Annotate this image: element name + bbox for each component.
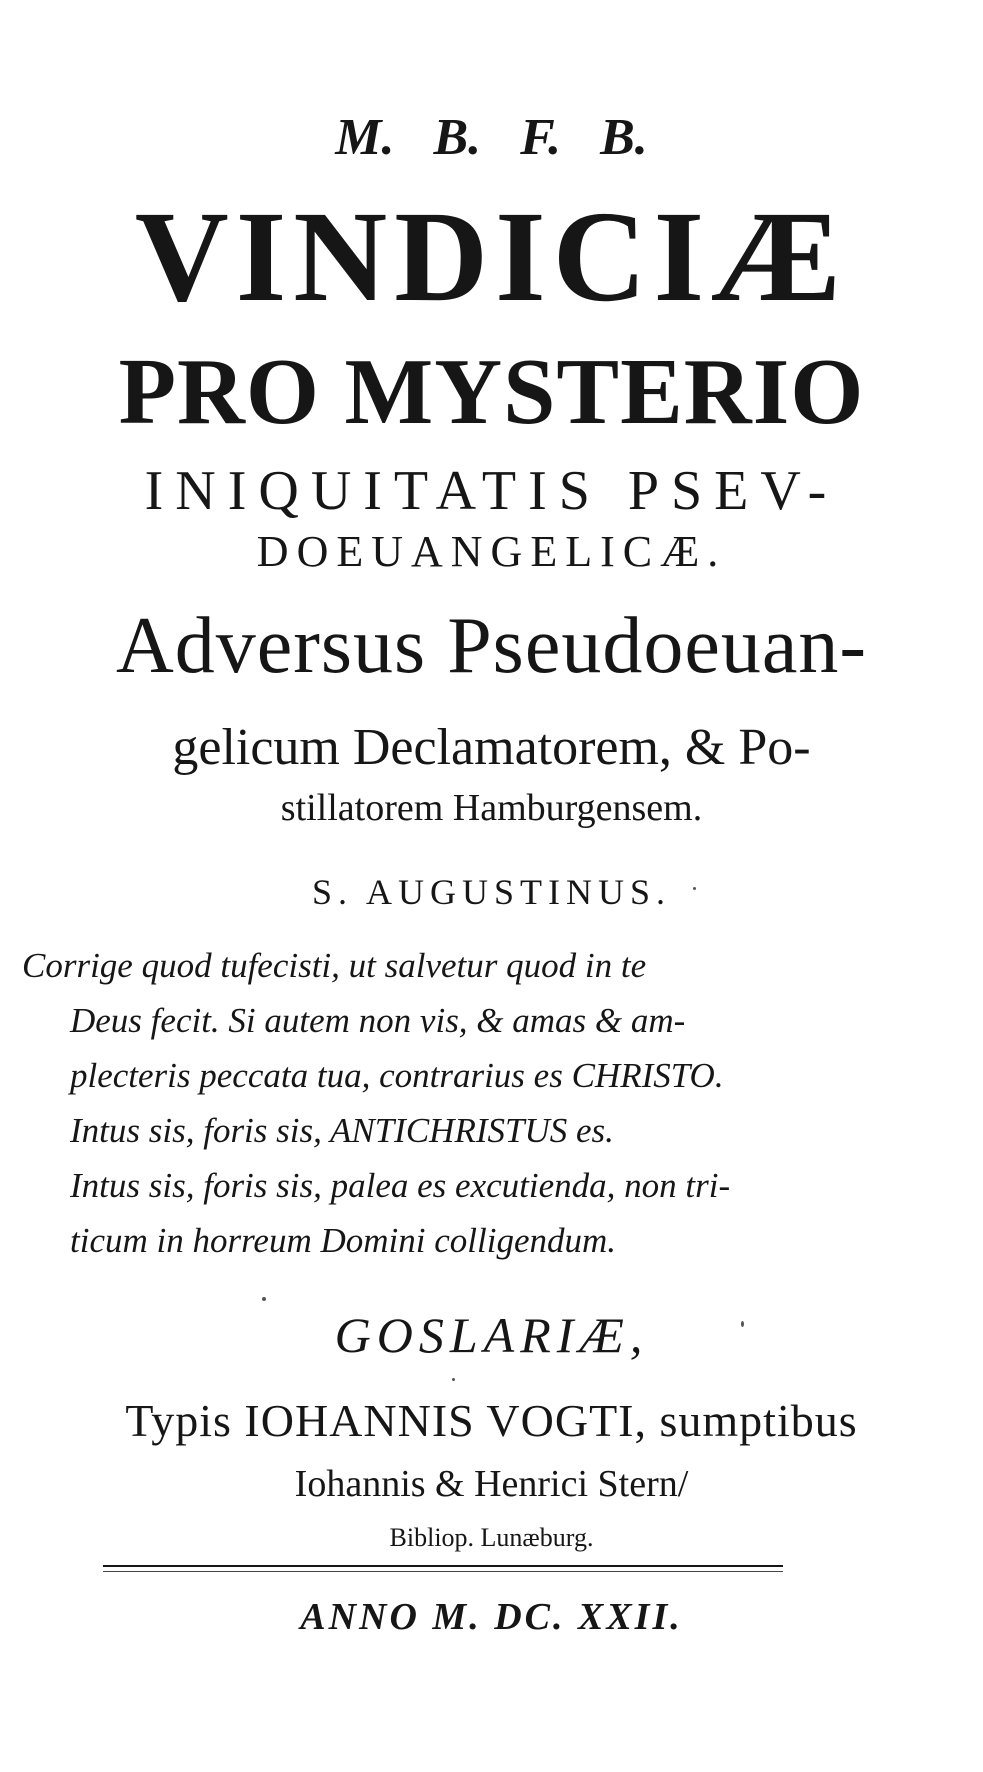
ink-speck — [693, 887, 696, 890]
quote-line: plecteris peccata tua, contrarius es CHRISTO. — [70, 1056, 724, 1095]
author-initials: M. B. F. B. — [335, 109, 648, 166]
divider-rule — [103, 1565, 783, 1567]
main-title: VINDICIÆ — [134, 185, 849, 329]
quote-line: Intus sis, foris sis, ANTICHRISTUS es. — [70, 1111, 614, 1150]
ink-speck — [741, 1321, 744, 1327]
quote-author: S. AUGUSTINUS. — [311, 872, 672, 912]
against-line-1: Adversus Pseudoeuan- — [116, 602, 867, 690]
ink-speck — [262, 1297, 266, 1301]
divider-rule-thin — [103, 1571, 783, 1572]
publisher-line-2: Iohannis & Henrici Stern/ — [294, 1463, 689, 1505]
publisher-line-1: Typis IOHANNIS VOGTI, sumptibus — [125, 1395, 858, 1446]
against-line-3: stillatorem Hamburgensem. — [280, 787, 703, 829]
publication-year: ANNO M. DC. XXII. — [300, 1596, 683, 1638]
against-line-2: gelicum Declamatorem, & Po- — [172, 719, 811, 776]
quote-line: Deus fecit. Si autem non vis, & amas & am- — [70, 1001, 686, 1040]
quote-line: ticum in horreum Domini colligendum. — [70, 1221, 617, 1260]
title-line-4: DOEUANGELICÆ. — [256, 527, 727, 576]
ink-speck — [452, 1378, 455, 1381]
title-line-3: INIQUITATIS PSEV- — [144, 460, 839, 522]
publisher-line-3: Bibliop. Lunæburg. — [389, 1523, 594, 1552]
title-line-2: PRO MYSTERIO — [118, 340, 865, 444]
quote-line: Corrige quod tufecisti, ut salvetur quod in te — [22, 946, 647, 985]
quote-line: Intus sis, foris sis, palea es excutienda, non tri- — [70, 1166, 731, 1205]
place-of-printing: GOSLARIÆ, — [334, 1307, 649, 1363]
